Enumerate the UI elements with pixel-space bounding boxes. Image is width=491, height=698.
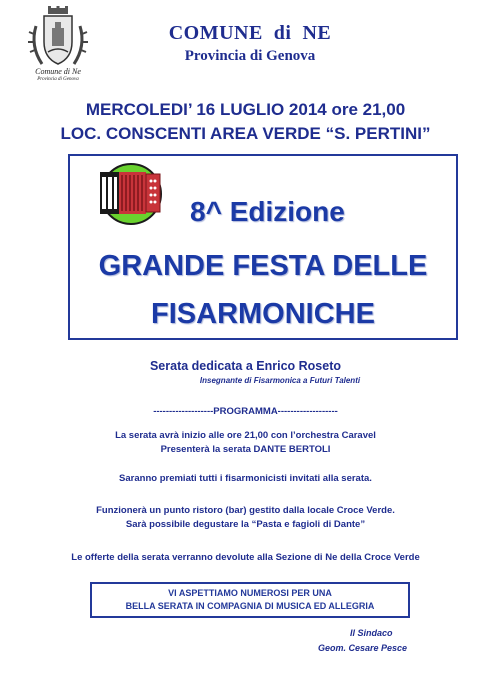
program-line: La serata avrà inizio alle ore 21,00 con l’orchestra Caravel bbox=[115, 430, 376, 441]
program-line: Funzionerà un punto ristoro (bar) gestito dalla locale Croce Verde. bbox=[96, 505, 395, 516]
event-title-line2: FISARMONICHE bbox=[151, 298, 375, 330]
page-subtitle: Provincia di Genova bbox=[184, 48, 316, 64]
crest-provincia: Provincia di Genova bbox=[37, 77, 79, 82]
invitation-line1: VI ASPETTIAMO NUMEROSI PER UNA bbox=[168, 588, 332, 598]
program-line: Presenterà la serata DANTE BERTOLI bbox=[160, 444, 331, 455]
program-heading: -------------------PROGRAMMA------------------- bbox=[153, 406, 338, 417]
program-line: Sarà possibile degustare la “Pasta e fagioli di Dante” bbox=[125, 519, 366, 530]
signature-role: Il Sindaco bbox=[350, 628, 393, 638]
edition-label: 8^ Edizione bbox=[190, 196, 345, 227]
crest-comune-name: Comune di Ne bbox=[35, 67, 81, 76]
page-title: COMUNE di NE bbox=[168, 22, 332, 44]
coat-of-arms-icon bbox=[22, 6, 94, 96]
program-line: Saranno premiati tutti i fisarmonicisti invitati alla serata. bbox=[119, 473, 372, 484]
accordion-icon bbox=[96, 163, 166, 226]
dedication-subline: Insegnante di Fisarmonica a Futuri Talenti bbox=[199, 376, 361, 385]
event-location: LOC. CONSCENTI AREA VERDE “S. PERTINI” bbox=[60, 124, 431, 143]
dedication-line: Serata dedicata a Enrico Roseto bbox=[149, 359, 342, 373]
signature-name: Geom. Cesare Pesce bbox=[318, 643, 408, 653]
event-date: MERCOLEDI’ 16 LUGLIO 2014 ore 21,00 bbox=[85, 100, 406, 119]
invitation-line2: BELLA SERATA IN COMPAGNIA DI MUSICA ED ALLEGRIA bbox=[125, 601, 375, 611]
event-title-line1: GRANDE FESTA DELLE bbox=[98, 250, 428, 282]
program-line: Le offerte della serata verranno devolute alla Sezione di Ne della Croce Verde bbox=[71, 552, 420, 563]
